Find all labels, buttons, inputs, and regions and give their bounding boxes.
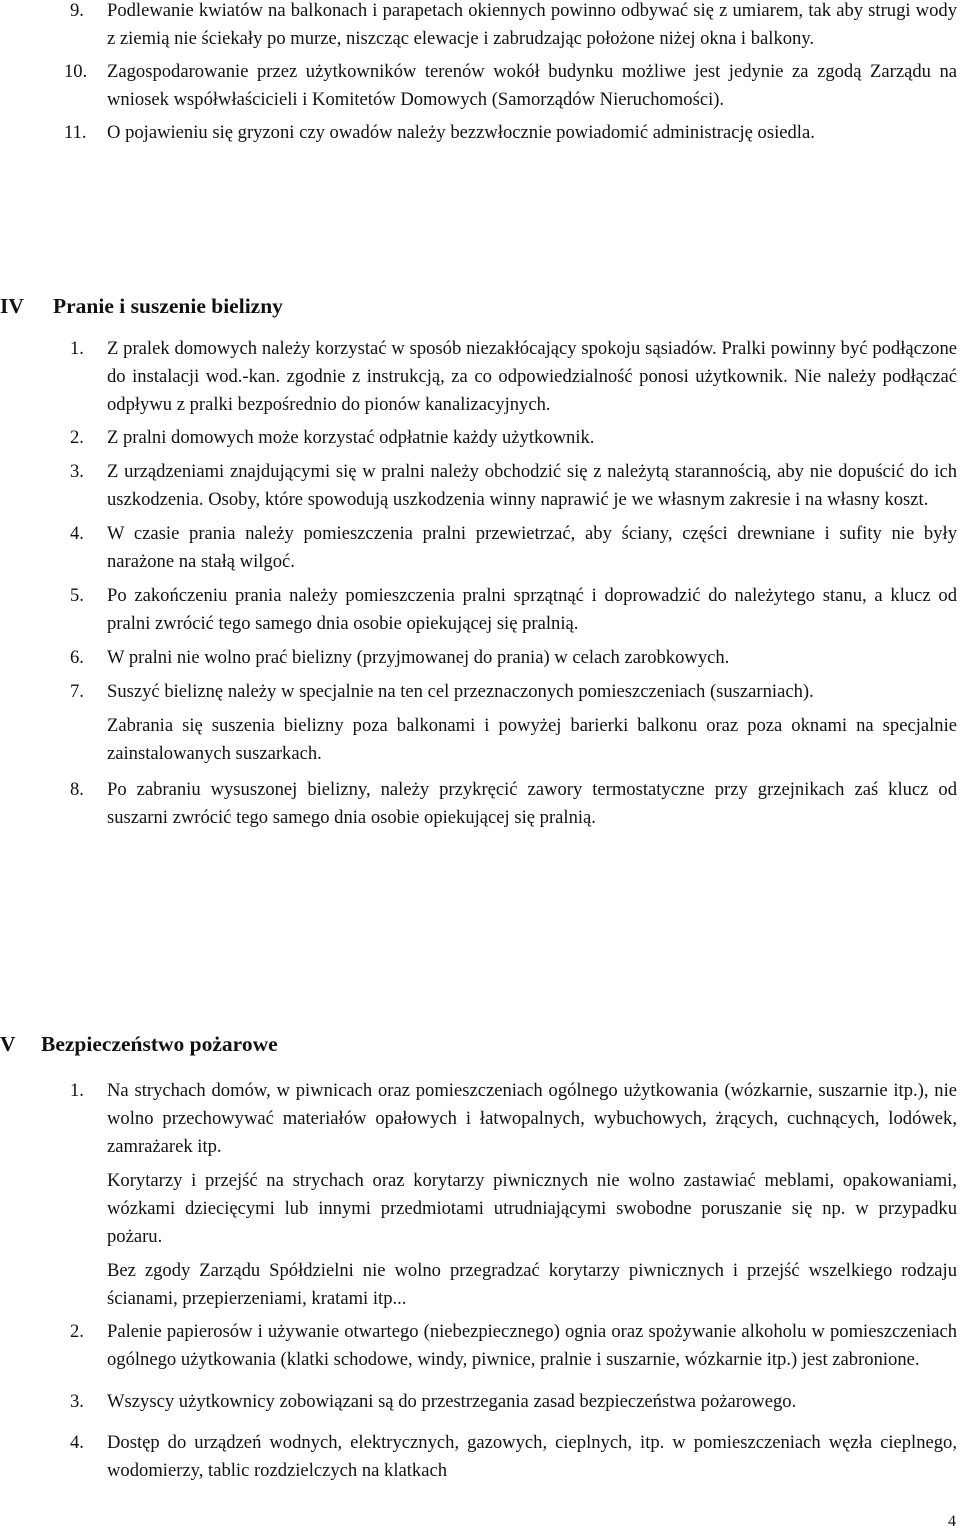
item-number: 9. <box>70 0 84 21</box>
list-item <box>0 776 960 832</box>
item-text: Po zakończeniu prania należy pomieszczenia pralni sprzątnąć i doprowadzić do należytego stanu, a klucz od pralni zwrócić tego samego dnia osobie opiekującej się pralnią. <box>107 585 957 634</box>
list-item <box>0 582 960 638</box>
item-number: 2. <box>70 1321 84 1342</box>
item-text: Wszyscy użytkownicy zobowiązani są do przestrzegania zasad bezpieczeństwa pożarowego. <box>107 1391 797 1412</box>
item-text: Po zabraniu wysuszonej bielizny, należy przykręcić zawory termostatyczne przy grzejnikach zaś klucz od suszarni zwrócić tego samego dnia osobie opiekującej się pralnią. <box>107 779 957 828</box>
list-item <box>0 1318 960 1374</box>
list-item <box>0 520 960 576</box>
item-text: Z pralni domowych może korzystać odpłatnie każdy użytkownik. <box>107 427 595 448</box>
list-item <box>0 119 960 147</box>
item-number: 1. <box>70 338 84 359</box>
page-number: 4 <box>948 1513 956 1530</box>
item-number: 8. <box>70 779 84 800</box>
item-text: Zabrania się suszenia bielizny poza balkonami i powyżej barierki balkonu oraz poza oknami na specjalnie zainstalowanych suszarkach. <box>107 715 957 764</box>
section-v-list <box>0 1077 960 1485</box>
item-text: Z urządzeniami znajdującymi się w pralni należy obchodzić się z należytą starannością, aby nie dopuścić do ich uszkodzenia. Osoby, które spowodują uszkodzenia winny naprawić je we własnym zakresie i na własny koszt. <box>107 461 957 510</box>
item-text: Suszyć bieliznę należy w specjalnie na ten cel przeznaczonych pomieszczeniach (suszarniach). <box>107 681 814 702</box>
item-number: 2. <box>70 427 84 448</box>
list-item <box>0 0 960 53</box>
list-item <box>0 1429 960 1485</box>
section-iv-list <box>0 335 960 832</box>
list-item <box>0 1388 960 1416</box>
item-number: 4. <box>70 523 84 544</box>
item-number: 7. <box>70 681 84 702</box>
item-text: Palenie papierosów i używanie otwartego (niebezpiecznego) ognia oraz spożywanie alkoholu w pomieszczeniach ogólnego użytkowania (klatki schodowe, windy, piwnice, pralnie i suszarnie, wózkarnie itp.) jest zabronione. <box>107 1321 957 1370</box>
item-text: Korytarzy i przejść na strychach oraz korytarzy piwnicznych nie wolno zastawiać meblami, opakowaniami, wózkami dziecięcymi lub innymi przedmiotami utrudniającymi swobodne poruszanie się np. w przypadku pożaru. <box>107 1170 957 1247</box>
list-item <box>0 335 960 419</box>
item-number: 3. <box>70 461 84 482</box>
item-text: O pojawieniu się gryzoni czy owadów należy bezzwłocznie powiadomić administrację osiedla. <box>107 122 815 143</box>
section-iv-number: IV <box>0 294 24 318</box>
item-text: Podlewanie kwiatów na balkonach i parapetach okiennych powinno odbywać się z umiarem, tak aby strugi wody z ziemią nie ściekały po murze, niszcząc elewacje i zabrudzając położone niżej okna i balkony. <box>107 0 957 49</box>
item-number: 10. <box>64 61 88 82</box>
intro-list <box>0 0 960 147</box>
item-text: W pralni nie wolno prać bielizny (przyjmowanej do prania) w celach zarobkowych. <box>107 647 730 668</box>
item-number: 3. <box>70 1391 84 1412</box>
list-item <box>0 678 960 768</box>
item-text: Na strychach domów, w piwnicach oraz pomieszczeniach ogólnego użytkowania (wózkarnie, suszarnie itp.), nie wolno przechowywać materiałów opałowych i łatwopalnych, wybuchowych, żrących, cuchnących, lodówek, zamrażarek itp. <box>107 1080 957 1157</box>
item-text: Bez zgody Zarządu Spółdzielni nie wolno przegradzać korytarzy piwnicznych i przejść wszelkiego rodzaju ścianami, przepierzeniami, kratami itp... <box>107 1260 957 1309</box>
item-text: Dostęp do urządzeń wodnych, elektrycznych, gazowych, cieplnych, itp. w pomieszczeniach węzła cieplnego, wodomierzy, tablic rozdzielczych na klatkach <box>107 1432 957 1481</box>
section-v-number: V <box>0 1032 16 1056</box>
section-iv-title: Pranie i suszenie bielizny <box>53 294 283 318</box>
item-number: 5. <box>70 585 84 606</box>
item-number: 11. <box>64 122 87 143</box>
item-text: Zagospodarowanie przez użytkowników terenów wokół budynku możliwe jest jedynie za zgodą Zarządu na wniosek współwłaścicieli i Komitetów Domowych (Samorządów Nieruchomości). <box>107 61 957 110</box>
item-text: W czasie prania należy pomieszczenia pralni przewietrzać, aby ściany, części drewniane i sufity nie były narażone na stałą wilgoć. <box>107 523 957 572</box>
item-text: Z pralek domowych należy korzystać w sposób niezakłócający spokoju sąsiadów. Pralki powinny być podłączone do instalacji wod.-kan. zgodnie z instrukcją, za co odpowiedzialność ponosi użytkownik. Nie należy podłączać odpływu z pralki bezpośrednio do pionów kanalizacyjnych. <box>107 338 957 415</box>
list-item <box>0 644 960 672</box>
list-item <box>0 58 960 114</box>
list-item <box>0 458 960 514</box>
item-number: 6. <box>70 647 84 668</box>
list-item <box>0 1077 960 1313</box>
section-v-title: Bezpieczeństwo pożarowe <box>41 1032 278 1056</box>
list-item <box>0 424 960 452</box>
item-number: 4. <box>70 1432 84 1453</box>
item-number: 1. <box>70 1080 84 1101</box>
